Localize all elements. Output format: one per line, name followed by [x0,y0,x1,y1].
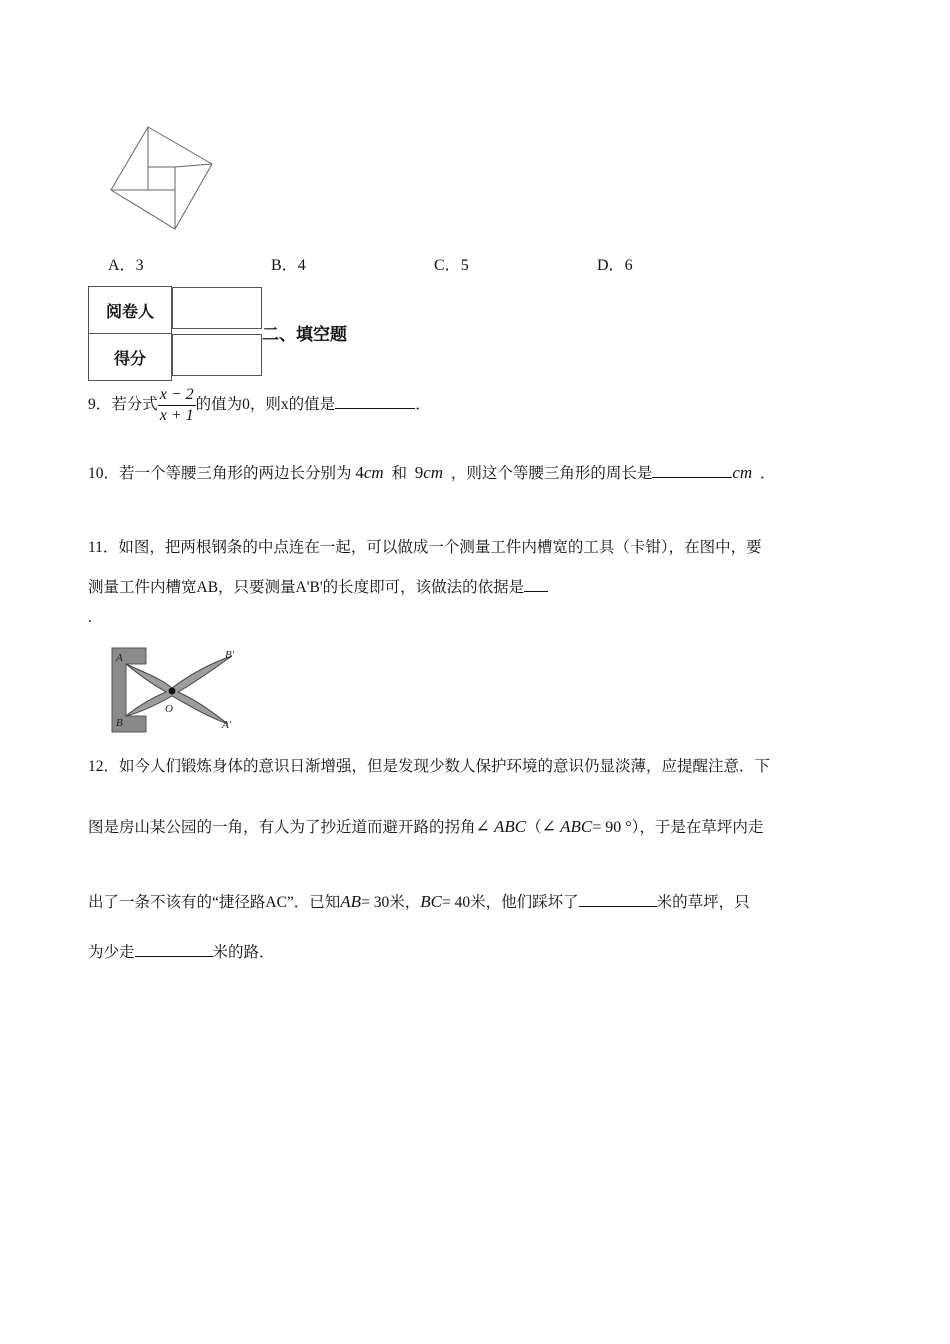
label-a-prime: A′ [222,719,232,731]
label-b: B [116,717,123,729]
question-12-line-3: 出了一条不该有的“捷径路AC”．已知AB= 30米，BC= 40米，他们踩坏了 米的草坪，只 [88,892,750,911]
question-11-line-1: 11．如图，把两根钢条的中点连在一起，可以做成一个测量工件内槽宽的工具（卡钳），在图中，要 [88,539,762,556]
answer-blank-9[interactable] [335,394,415,409]
label-o: O [165,703,173,715]
caliper-figure [108,646,243,734]
grader-label: 阅卷人 [89,287,172,334]
choice-b[interactable]: B．4 [271,257,306,274]
section-title: 二、填空题 [262,325,347,344]
label-b-prime: B′ [225,649,235,661]
square-figure [106,124,216,232]
answer-blank-10[interactable] [652,463,732,478]
question-12-line-4: 为少走 米的路． [88,944,275,961]
question-12-line-1: 12．如今人们锻炼身体的意识日渐增强，但是发现少数人保护环境的意识仍显淡薄，应提醒注意．下 [88,758,771,775]
answer-blank-12b[interactable] [135,942,213,957]
question-10: 10．若一个等腰三角形的两边长分别为 4cm 和 9cm ，则这个等腰三角形的周长是 cm ． [88,463,776,482]
question-12-line-2: 图是房山某公园的一角，有人为了抄近道而避开路的拐角∠ ABC（∠ ABC= 90 °），于是在草坪内走 [88,817,764,836]
label-a: A [116,652,123,664]
answer-blank-11[interactable] [524,577,548,592]
question-11-line-3: . [88,609,92,626]
question-11-line-2: 测量工件内槽宽AB，只要测量A'B'的长度即可，该做法的依据是 [88,575,548,597]
grader-cell[interactable] [172,287,262,329]
choice-c[interactable]: C．5 [434,257,469,274]
score-cell[interactable] [172,334,262,376]
score-label: 得分 [89,334,172,381]
score-table [88,286,263,381]
choice-a[interactable]: A．3 [108,257,144,274]
answer-blank-12a[interactable] [579,892,657,907]
fraction: $\frac{x - 2}{x + 1}$ [159,386,194,424]
choice-d[interactable]: D．6 [597,257,633,274]
question-9: 9．若分式 $\frac{x - 2}{x + 1}$ 的值为0，则x的值是 ． [88,386,431,424]
